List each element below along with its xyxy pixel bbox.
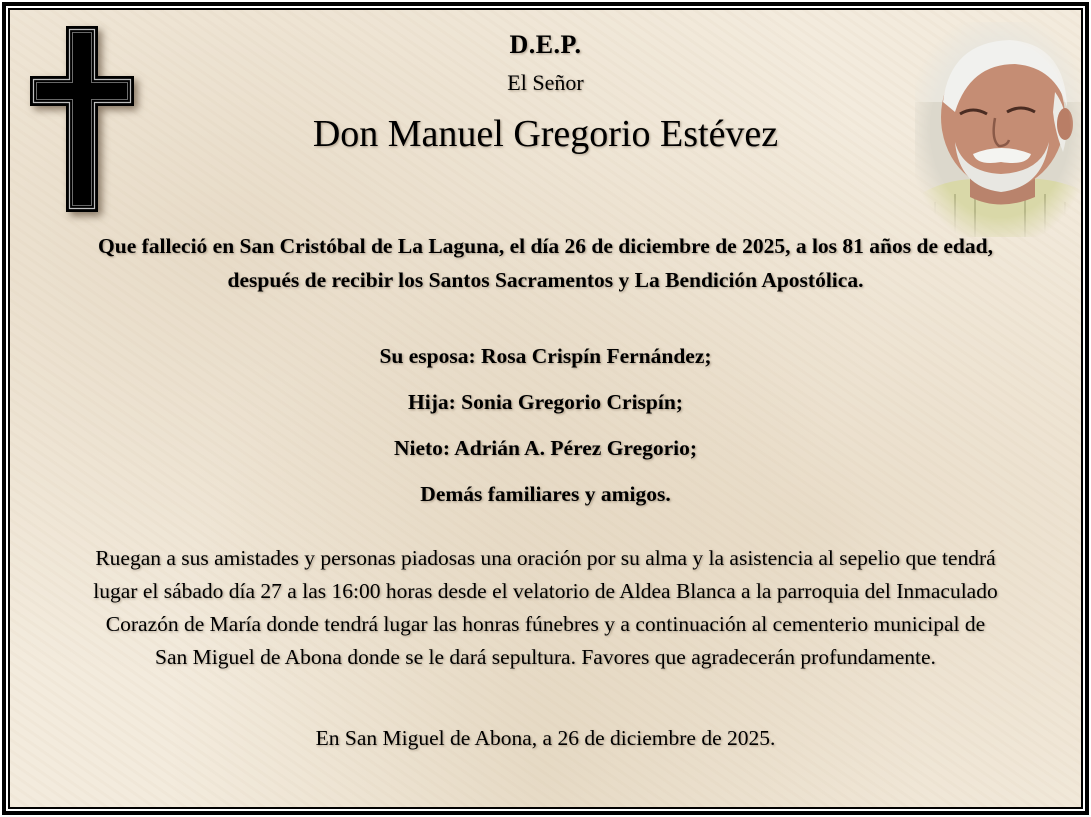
family-grandson: Nieto: Adrián A. Pérez Gregorio; [393, 436, 698, 460]
family-daughter: Hija: Sonia Gregorio Crispín; [408, 390, 683, 414]
closing-place-date: En San Miguel de Abona, a 26 de diciembre de 2025. [315, 726, 776, 750]
dep-heading: D.E.P. [509, 30, 582, 59]
deceased-name: Don Manuel Gregorio Estévez [312, 113, 779, 155]
obituary-frame [2, 2, 1089, 815]
family-others: Demás familiares y amigos. [420, 482, 671, 506]
request-line-3: Corazón de María donde tendrá lugar las honras fúnebres y a continuación al cementerio municipal de [105, 612, 986, 636]
announcement-line-2: después de recibir los Santos Sacramentos y La Bendición Apostólica. [227, 268, 864, 292]
family-spouse: Su esposa: Rosa Crispín Fernández; [379, 344, 712, 368]
announcement-line-1: Que falleció en San Cristóbal de La Laguna, el día 26 de diciembre de 2025, a los 81 años de edad, [98, 234, 993, 258]
frame-inner-border [6, 6, 1085, 811]
obituary-paper [10, 10, 1081, 807]
request-line-4: San Miguel de Abona donde se le dará sepultura. Favores que agradecerán profundamente. [155, 645, 936, 669]
request-line-2: lugar el sábado día 27 a las 16:00 horas desde el velatorio de Aldea Blanca a la parroquia del Inmaculado [93, 579, 998, 603]
request-line-1: Ruegan a sus amistades y personas piadosas una oración por su alma y la asistencia al sepelio que tendrá [95, 546, 996, 570]
salutation: El Señor [507, 70, 584, 95]
